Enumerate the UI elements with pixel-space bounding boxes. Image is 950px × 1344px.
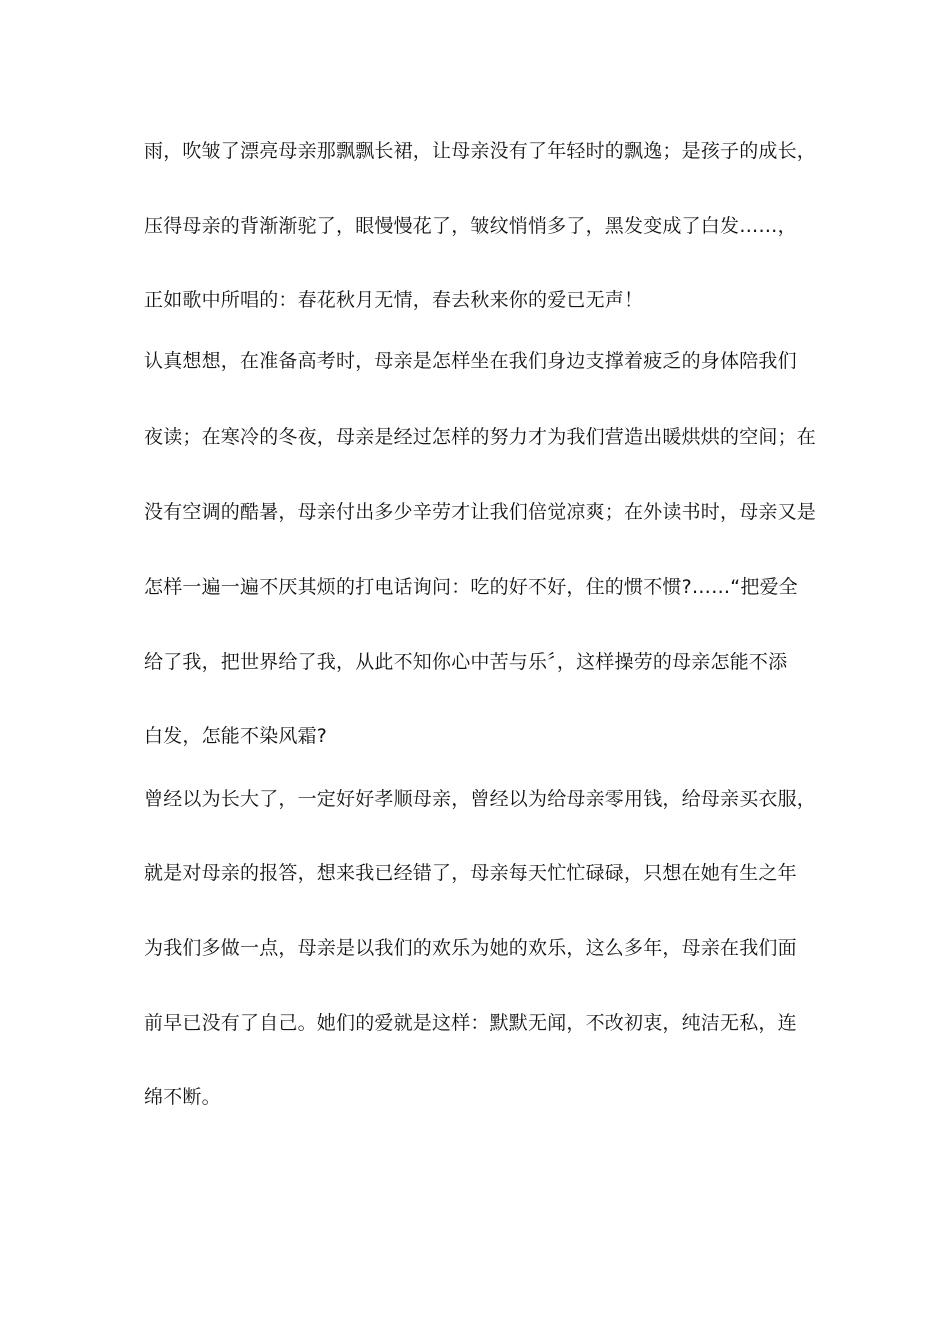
text-line-4: 认真想想，在准备高考时，母亲是怎样坐在我们身边支撑着疲乏的身体陪我们	[144, 350, 797, 372]
text-line-9: 白发，怎能不染风霜?	[144, 725, 328, 747]
text-line-5: 夜读；在寒冷的冬夜，母亲是经过怎样的努力才为我们营造出暖烘烘的空间；在	[144, 426, 817, 448]
text-line-7: 怎样一遍一遍不厌其烦的打电话询问：吃的好不好，住的惯不惯?……“把爱全	[144, 576, 798, 598]
text-line-14: 绵不断。	[144, 1086, 221, 1108]
text-line-12: 为我们多做一点，母亲是以我们的欢乐为她的欢乐，这么多年，母亲在我们面	[144, 937, 797, 959]
text-line-8: 给了我，把世界给了我，从此不知你心中苦与乐〞，这样操劳的母亲怎能不添	[144, 651, 788, 673]
text-line-2: 压得母亲的背渐渐驼了，眼慢慢花了，皱纹悄悄多了，黑发变成了白发……，	[144, 215, 797, 237]
text-line-11: 就是对母亲的报答，想来我已经错了，母亲每天忙忙碌碌，只想在她有生之年	[144, 862, 797, 884]
text-line-3: 正如歌中所唱的：春花秋月无情，春去秋来你的爱已无声！	[144, 289, 644, 311]
text-line-13: 前早已没有了自己。她们的爱就是这样：默默无闻，不改初衷，纯洁无私，连	[144, 1012, 797, 1034]
text-line-10: 曾经以为长大了，一定好好孝顺母亲，曾经以为给母亲零用钱，给母亲买衣服，	[144, 788, 817, 810]
text-line-6: 没有空调的酷暑，母亲付出多少辛劳才让我们倍觉凉爽；在外读书时，母亲又是	[144, 501, 817, 523]
text-line-1: 雨，吹皱了漂亮母亲那飘飘长裙，让母亲没有了年轻时的飘逸；是孩子的成长，	[144, 140, 817, 162]
